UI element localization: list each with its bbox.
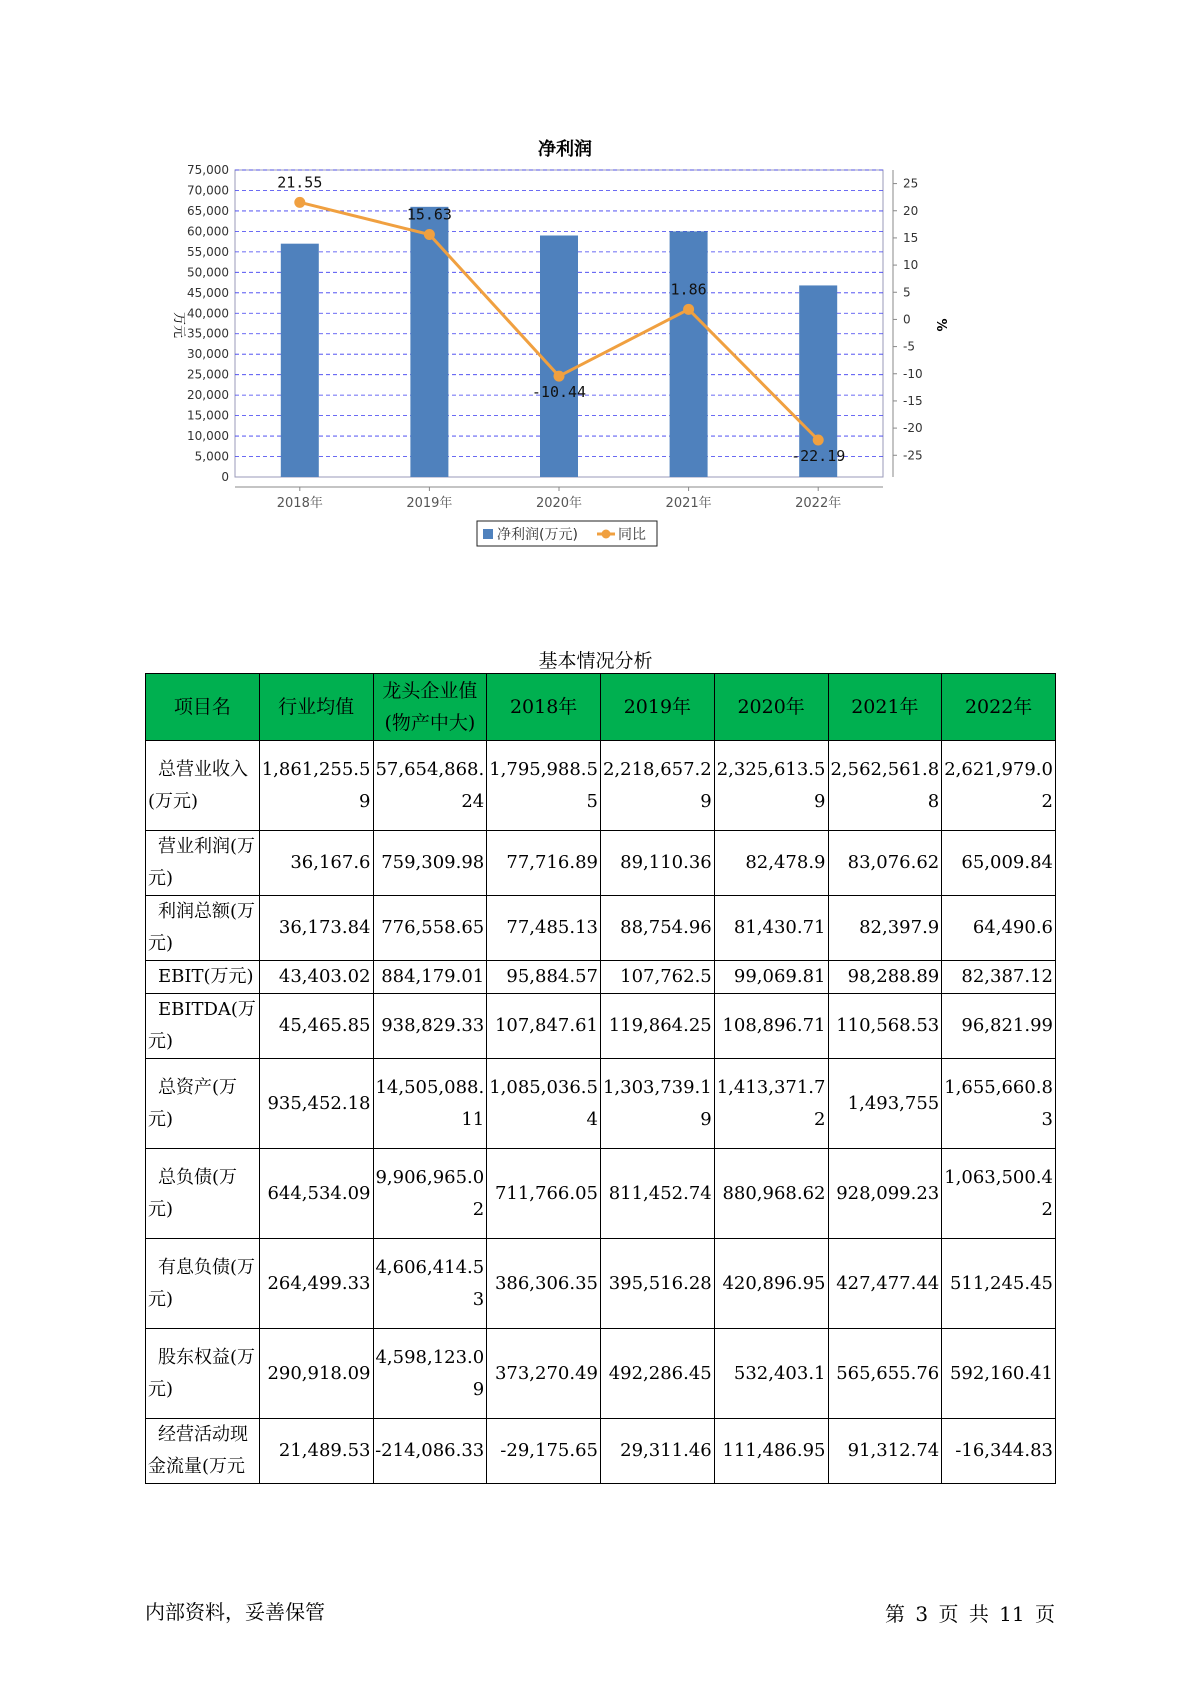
value-cell: 427,477.44 xyxy=(828,1239,942,1329)
y-tick-label: 55,000 xyxy=(187,244,229,259)
y-tick-label: 45,000 xyxy=(187,285,229,300)
y-tick-label: 70,000 xyxy=(187,183,229,198)
value-cell: 89,110.36 xyxy=(601,831,715,896)
row-label: 总营业收入(万元) xyxy=(148,758,248,812)
legend-bar-swatch xyxy=(483,529,493,539)
row-label: 有息负债(万元) xyxy=(148,1256,256,1310)
yoy-point xyxy=(554,371,565,382)
value-cell: 264,499.33 xyxy=(259,1239,373,1329)
yoy-data-label: 1.86 xyxy=(670,280,707,299)
row-label-cell xyxy=(146,1419,260,1484)
value-cell: 373,270.49 xyxy=(487,1329,601,1419)
value-cell: 36,173.84 xyxy=(259,896,373,961)
value-cell: 107,762.5 xyxy=(601,961,715,994)
y-tick-label: 65,000 xyxy=(187,203,229,218)
value-cell: 43,403.02 xyxy=(259,961,373,994)
table-header-cell: 项目名 xyxy=(146,674,260,741)
row-label: 股东权益(万元) xyxy=(148,1346,256,1400)
table-row xyxy=(146,1239,1056,1329)
bar xyxy=(670,231,708,477)
value-cell: 9,906,965.02 xyxy=(373,1149,487,1239)
value-cell: 1,861,255.59 xyxy=(259,741,373,831)
y-tick-label: 40,000 xyxy=(187,306,229,321)
row-label: 总资产(万元) xyxy=(148,1076,238,1130)
y-tick-label: 5,000 xyxy=(194,449,229,464)
value-cell: 98,288.89 xyxy=(828,961,942,994)
table-row xyxy=(146,896,1056,961)
table-header-cell: 2022年 xyxy=(942,674,1056,741)
yoy-data-label: 21.55 xyxy=(277,173,323,192)
y2-axis-label: % xyxy=(933,318,948,332)
row-label: 营业利润(万元) xyxy=(148,836,256,889)
net-profit-chart xyxy=(150,135,980,595)
chart-title: 净利润 xyxy=(538,139,592,160)
value-cell: 1,655,660.83 xyxy=(942,1059,1056,1149)
yoy-data-label: -22.19 xyxy=(791,446,846,465)
value-cell: 1,085,036.54 xyxy=(487,1059,601,1149)
value-cell: 565,655.76 xyxy=(828,1329,942,1419)
value-cell: 82,387.12 xyxy=(942,961,1056,994)
value-cell: 1,303,739.19 xyxy=(601,1059,715,1149)
legend-line-marker xyxy=(602,530,611,539)
row-label-cell xyxy=(146,1239,260,1329)
x-tick-label: 2022年 xyxy=(795,496,842,511)
value-cell: 420,896.95 xyxy=(714,1239,828,1329)
value-cell: 2,325,613.59 xyxy=(714,741,828,831)
value-cell: 65,009.84 xyxy=(942,831,1056,896)
value-cell: 492,286.45 xyxy=(601,1329,715,1419)
y2-tick-label: -10 xyxy=(903,366,923,381)
value-cell: 83,076.62 xyxy=(828,831,942,896)
value-cell: 1,063,500.42 xyxy=(942,1149,1056,1239)
x-tick-label: 2020年 xyxy=(535,496,583,511)
value-cell: 2,218,657.29 xyxy=(601,741,715,831)
value-cell: 759,309.98 xyxy=(373,831,487,896)
value-cell: 96,821.99 xyxy=(942,994,1056,1059)
value-cell: 77,716.89 xyxy=(487,831,601,896)
row-label: 利润总额(万元) xyxy=(148,901,256,954)
value-cell: 938,829.33 xyxy=(373,994,487,1059)
value-cell: 45,465.85 xyxy=(259,994,373,1059)
value-cell: 1,413,371.72 xyxy=(714,1059,828,1149)
yoy-point xyxy=(813,434,824,445)
value-cell: 82,478.9 xyxy=(714,831,828,896)
table-header-cell: 行业均值 xyxy=(259,674,373,741)
bar xyxy=(281,244,319,477)
table-row xyxy=(146,1149,1056,1239)
value-cell: 4,598,123.09 xyxy=(373,1329,487,1419)
value-cell: 776,558.65 xyxy=(373,896,487,961)
bar xyxy=(540,235,578,477)
table-row xyxy=(146,741,1056,831)
y-tick-label: 20,000 xyxy=(187,388,229,403)
table-header-cell: 龙头企业值(物产中大) xyxy=(373,674,487,741)
y2-tick-label: 5 xyxy=(903,285,911,300)
y2-tick-label: -5 xyxy=(903,339,915,354)
value-cell: 64,490.6 xyxy=(942,896,1056,961)
table-body xyxy=(146,741,1056,1484)
value-cell: 592,160.41 xyxy=(942,1329,1056,1419)
value-cell: 811,452.74 xyxy=(601,1149,715,1239)
row-label: EBIT(万元) xyxy=(158,966,254,987)
value-cell: -29,175.65 xyxy=(487,1419,601,1484)
value-cell: 935,452.18 xyxy=(259,1059,373,1149)
value-cell: 395,516.28 xyxy=(601,1239,715,1329)
value-cell: 928,099.23 xyxy=(828,1149,942,1239)
yoy-data-label: 15.63 xyxy=(406,205,452,224)
value-cell: 57,654,868.24 xyxy=(373,741,487,831)
row-label: 经营活动现金流量(万元 xyxy=(148,1424,248,1477)
value-cell: -16,344.83 xyxy=(942,1419,1056,1484)
y2-tick-label: -25 xyxy=(903,448,923,463)
value-cell: 386,306.35 xyxy=(487,1239,601,1329)
footer-confidential-note: 内部资料，妥善保管 xyxy=(145,1600,325,1624)
value-cell: 884,179.01 xyxy=(373,961,487,994)
row-label-cell xyxy=(146,1149,260,1239)
value-cell: 95,884.57 xyxy=(487,961,601,994)
value-cell: 1,493,755 xyxy=(828,1059,942,1149)
chart-canvas xyxy=(150,135,980,595)
basic-analysis-table xyxy=(145,673,1056,1484)
y-tick-label: 0 xyxy=(221,470,229,484)
row-label-cell xyxy=(146,961,260,994)
value-cell: 2,562,561.88 xyxy=(828,741,942,831)
value-cell: 82,397.9 xyxy=(828,896,942,961)
y-tick-label: 60,000 xyxy=(187,224,229,239)
value-cell: 81,430.71 xyxy=(714,896,828,961)
value-cell: 108,896.71 xyxy=(714,994,828,1059)
y-tick-label: 15,000 xyxy=(187,408,229,423)
y-tick-label: 25,000 xyxy=(187,367,229,382)
value-cell: 29,311.46 xyxy=(601,1419,715,1484)
value-cell: 14,505,088.11 xyxy=(373,1059,487,1149)
table-header-cell: 2021年 xyxy=(828,674,942,741)
row-label-cell xyxy=(146,896,260,961)
value-cell: -214,086.33 xyxy=(373,1419,487,1484)
legend-line-label: 同比 xyxy=(618,527,646,543)
row-label-cell xyxy=(146,831,260,896)
yoy-point xyxy=(294,197,305,208)
row-label-cell xyxy=(146,741,260,831)
value-cell: 99,069.81 xyxy=(714,961,828,994)
y2-tick-label: 25 xyxy=(903,176,919,191)
y2-tick-label: 0 xyxy=(903,312,911,327)
table-row xyxy=(146,1419,1056,1484)
yoy-point xyxy=(424,229,435,240)
y2-tick-label: 15 xyxy=(903,230,919,245)
value-cell: 21,489.53 xyxy=(259,1419,373,1484)
value-cell: 532,403.1 xyxy=(714,1329,828,1419)
row-label: EBITDA(万元) xyxy=(148,999,256,1052)
y-tick-label: 50,000 xyxy=(187,265,229,280)
value-cell: 290,918.09 xyxy=(259,1329,373,1419)
value-cell: 91,312.74 xyxy=(828,1419,942,1484)
footer-page-number: 第 3 页 共 11 页 xyxy=(885,1602,1055,1626)
value-cell: 2,621,979.02 xyxy=(942,741,1056,831)
legend-bar-label: 净利润(万元) xyxy=(497,527,578,543)
row-label-cell xyxy=(146,1059,260,1149)
x-tick-label: 2019年 xyxy=(406,496,453,511)
x-tick-label: 2018年 xyxy=(276,496,323,511)
value-cell: 36,167.6 xyxy=(259,831,373,896)
value-cell: 4,606,414.53 xyxy=(373,1239,487,1329)
table-header-row xyxy=(146,674,1056,741)
table-header-cell: 2018年 xyxy=(487,674,601,741)
table-header-cell: 2019年 xyxy=(601,674,715,741)
value-cell: 1,795,988.55 xyxy=(487,741,601,831)
y2-tick-label: -15 xyxy=(903,393,923,408)
y-tick-label: 10,000 xyxy=(187,429,229,444)
value-cell: 119,864.25 xyxy=(601,994,715,1059)
value-cell: 107,847.61 xyxy=(487,994,601,1059)
y-axis-label: 万元 xyxy=(171,311,186,339)
row-label-cell xyxy=(146,994,260,1059)
table-row xyxy=(146,961,1056,994)
value-cell: 511,245.45 xyxy=(942,1239,1056,1329)
table-row xyxy=(146,994,1056,1059)
row-label: 总负债(万元) xyxy=(148,1166,238,1220)
y2-tick-label: 20 xyxy=(903,203,919,218)
x-tick-label: 2021年 xyxy=(665,496,712,511)
yoy-point xyxy=(683,304,694,315)
y2-tick-label: 10 xyxy=(903,258,919,273)
value-cell: 711,766.05 xyxy=(487,1149,601,1239)
value-cell: 77,485.13 xyxy=(487,896,601,961)
table-caption: 基本情况分析 xyxy=(538,650,653,672)
table-row xyxy=(146,831,1056,896)
y-tick-label: 35,000 xyxy=(187,326,229,341)
table-row xyxy=(146,1059,1056,1149)
y-tick-label: 30,000 xyxy=(187,347,229,362)
value-cell: 88,754.96 xyxy=(601,896,715,961)
value-cell: 644,534.09 xyxy=(259,1149,373,1239)
table-header-cell: 2020年 xyxy=(714,674,828,741)
y2-tick-label: -20 xyxy=(903,421,923,436)
value-cell: 880,968.62 xyxy=(714,1149,828,1239)
table-row xyxy=(146,1329,1056,1419)
y-tick-label: 75,000 xyxy=(187,163,229,177)
yoy-data-label: -10.44 xyxy=(531,383,587,402)
value-cell: 110,568.53 xyxy=(828,994,942,1059)
value-cell: 111,486.95 xyxy=(714,1419,828,1484)
row-label-cell xyxy=(146,1329,260,1419)
